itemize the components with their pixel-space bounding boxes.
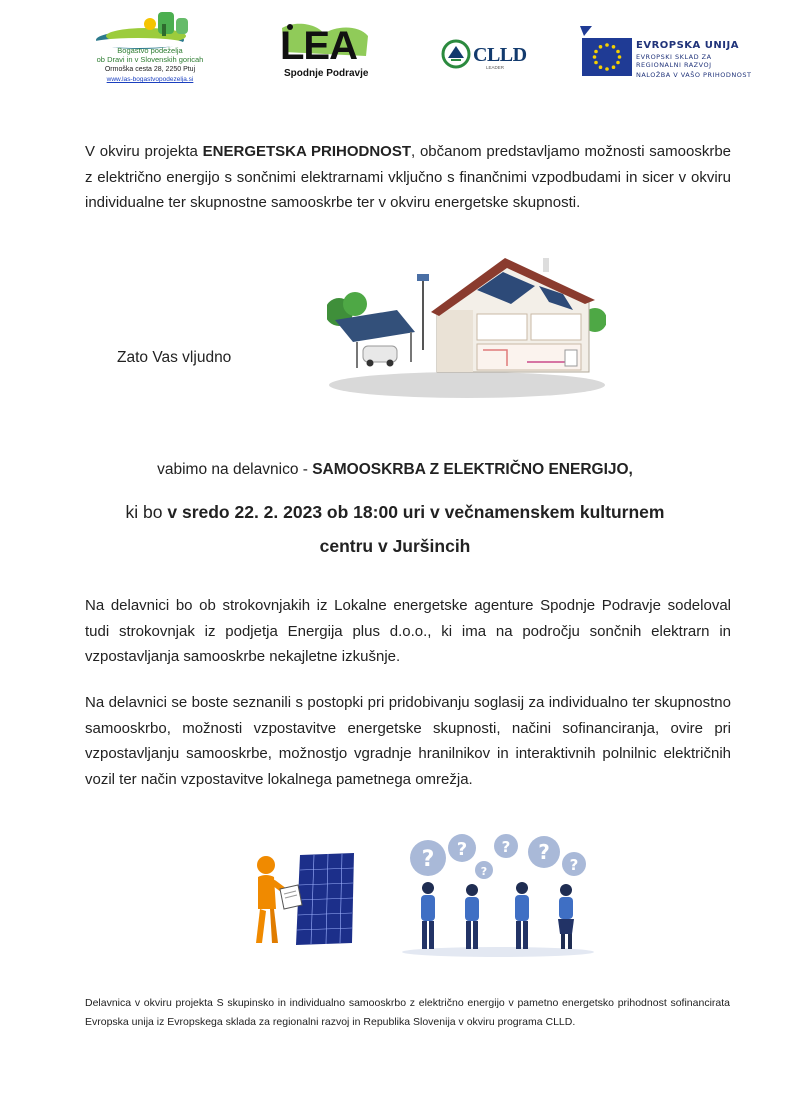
lea-subtitle: Spodnje Podravje (284, 68, 369, 79)
las-name-line1: Bogastvo podeželja (117, 46, 183, 55)
las-swoosh-icon (80, 10, 220, 50)
svg-text:?: ? (569, 856, 579, 874)
intro-part1: V okviru projekta (85, 143, 203, 160)
invite-prefix: Zato Vas vljudno (117, 349, 232, 366)
solar-house-illustration (327, 250, 606, 398)
invitation-line1a: vabimo na delavnico - (157, 461, 313, 478)
experts-paragraph: Na delavnici bo ob strokovnjakih iz Lokalne energetske agenture Spodnje Podravje sodeloval tudi strokovnjak iz podjetja Energija plus d.o.o., ki ima na področju sončnih elektrarn in vzpostavljanja samooskrbe nekajletne izkušnje. (85, 597, 731, 665)
invitation-line2 (40, 502, 750, 523)
funding-footer: Delavnica v okviru projekta S skupinsko in individualno samooskrbo z električno energijo v pametno energetsko prihodnost sofinancirata Evropska unija iz Evropskega sklada za regionalni razvoj in Republika Slovenija v okviru programa CLLD. (85, 997, 730, 1028)
people-question-marks-icon (398, 830, 598, 958)
las-name-line2: ob Dravi in v Slovenskih goricah (96, 55, 204, 64)
las-url-link[interactable]: www.las-bogastvopodezelja.si (106, 76, 194, 83)
topics-paragraph: Na delavnici se boste seznanili s postopki pri pridobivanju soglasij za individualno ter skupnostno samooskrbo, možnosti vzpostavitve energetske skupnosti, načini sofinanciranja, ovire pri vzpostavljanju samooskrbe, možnostjo vgradnje hranilnikov in interaktivnih polnilnic električnih vozil ter način vzpostavitve lokalnega pametnega omrežja. (85, 694, 731, 788)
lea-logo (278, 22, 372, 84)
engineer-with-panel-icon (250, 845, 360, 950)
project-name: ENERGETSKA PRIHODNOST (202, 143, 412, 160)
svg-text:?: ? (456, 839, 468, 860)
clld-logo (440, 38, 532, 72)
clld-circle-icon (440, 38, 472, 70)
svg-text:?: ? (538, 840, 550, 864)
eu-logo (580, 26, 780, 84)
solar-house-icon (327, 250, 606, 398)
invitation-line2a: ki bo (125, 502, 168, 522)
eu-flag-icon (580, 26, 634, 80)
clld-wordmark: CLLD (473, 44, 527, 66)
workshop-title: SAMOOSKRBA Z ELEKTRIČNO ENERGIJO, (312, 461, 633, 478)
las-address: Ormoška cesta 28, 2250 Ptuj (104, 66, 196, 73)
lea-wordmark: LEA (280, 24, 357, 68)
svg-text:?: ? (480, 865, 488, 878)
workshop-venue: centru v Juršincih (319, 536, 471, 556)
eu-fund-line1: EVROPSKI SKLAD ZA (636, 53, 712, 61)
engineer-solar-panel-illustration (250, 845, 360, 950)
svg-text:?: ? (501, 838, 511, 856)
intro-part2: , občanom predstavljamo možnosti samooskrbe z električno energijo s sončnimi elektrarnami vključno s finančnimi vzpodbudami in sicer v okviru individualne ter skupnostne samooskrbe ter v okviru energetske skupnosti. (85, 143, 732, 211)
people-questions-illustration (398, 830, 598, 958)
intro-paragraph (85, 139, 731, 216)
eu-fund-line2: REGIONALNI RAZVOJ (636, 61, 712, 69)
workshop-date-time: v sredo 22. 2. 2023 ob 18:00 uri v večnamenskem kulturnem (167, 502, 665, 522)
invitation-line1 (40, 461, 750, 479)
eu-title: EVROPSKA UNIJA (636, 40, 739, 51)
eu-slogan: NALOŽBA V VAŠO PRIHODNOST (636, 71, 752, 79)
clld-tagline: LEADER (486, 65, 505, 70)
las-logo (80, 10, 220, 90)
svg-text:?: ? (421, 847, 435, 872)
